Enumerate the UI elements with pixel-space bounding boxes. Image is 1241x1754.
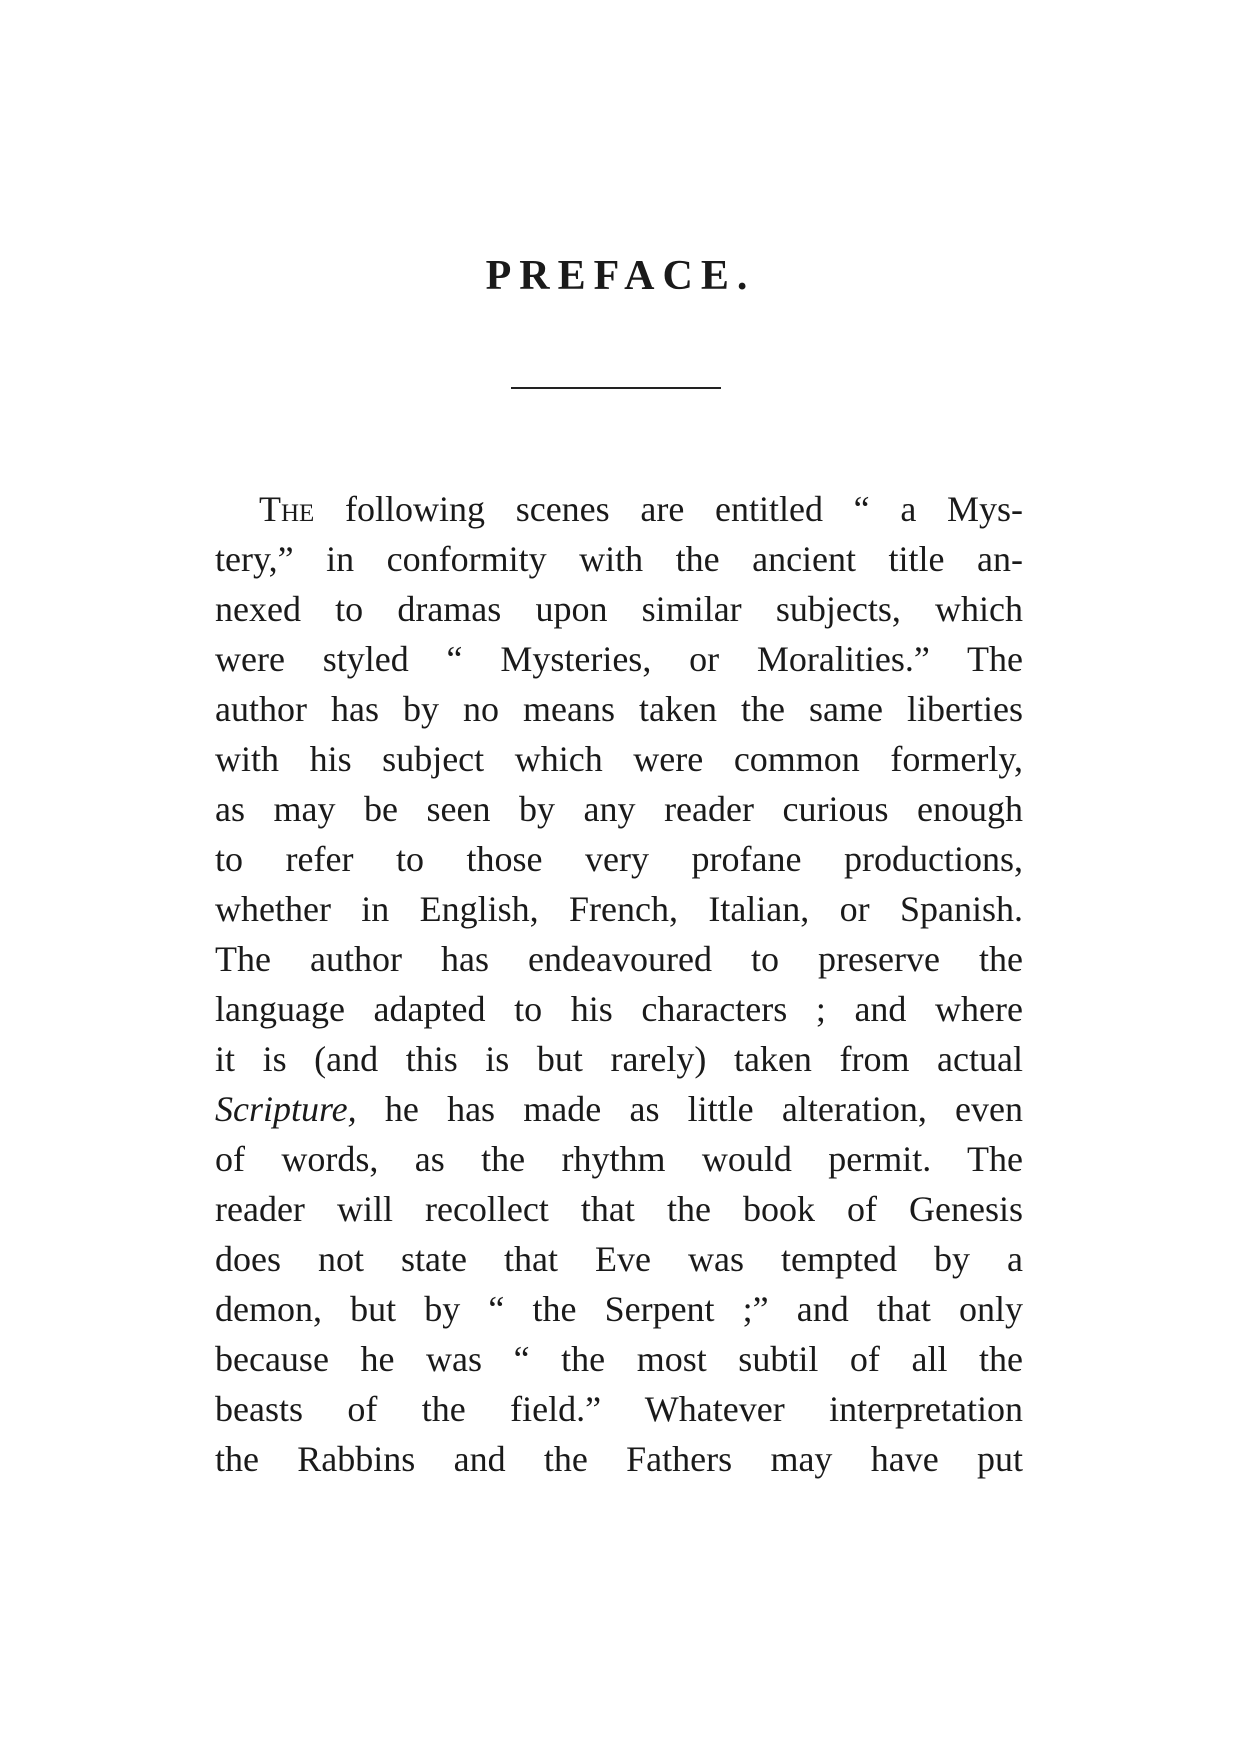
text-line: because he was “ the most subtil of all the xyxy=(215,1339,1023,1379)
preface-paragraph xyxy=(215,484,1023,1484)
text-line: demon, but by “ the Serpent ;” and that only xyxy=(215,1289,1023,1329)
text-line: it is (and this is but rarely) taken from actual xyxy=(215,1039,1023,1079)
line-text: following scenes are entitled “ a Mys- xyxy=(314,489,1023,529)
text-line: does not state that Eve was tempted by a xyxy=(215,1239,1023,1279)
line-text: he has made as little alteration, even xyxy=(356,1089,1023,1129)
text-line: language adapted to his characters ; and where xyxy=(215,989,1023,1029)
text-line: whether in English, French, Italian, or Spanish. xyxy=(215,889,1023,929)
text-line: as may be seen by any reader curious enough xyxy=(215,789,1023,829)
text-line: to refer to those very profane productions, xyxy=(215,839,1023,879)
text-line: reader will recollect that the book of Genesis xyxy=(215,1189,1023,1229)
text-line: with his subject which were common formerly, xyxy=(215,739,1023,779)
small-caps-word: The xyxy=(259,489,315,529)
text-line: of words, as the rhythm would permit. The xyxy=(215,1139,1023,1179)
title-divider xyxy=(511,387,721,389)
text-line xyxy=(215,484,1023,534)
text-line: beasts of the field.” Whatever interpretation xyxy=(215,1389,1023,1429)
text-line: author has by no means taken the same liberties xyxy=(215,689,1023,729)
text-line: tery,” in conformity with the ancient title an- xyxy=(215,539,1023,579)
text-line: The author has endeavoured to preserve the xyxy=(215,939,1023,979)
page-title: PREFACE. xyxy=(485,253,756,299)
text-line: the Rabbins and the Fathers may have put xyxy=(215,1439,1023,1479)
text-line xyxy=(215,1084,1023,1134)
text-line: were styled “ Mysteries, or Moralities.” The xyxy=(215,639,1023,679)
italic-word: Scripture, xyxy=(215,1089,357,1129)
text-line: nexed to dramas upon similar subjects, which xyxy=(215,589,1023,629)
